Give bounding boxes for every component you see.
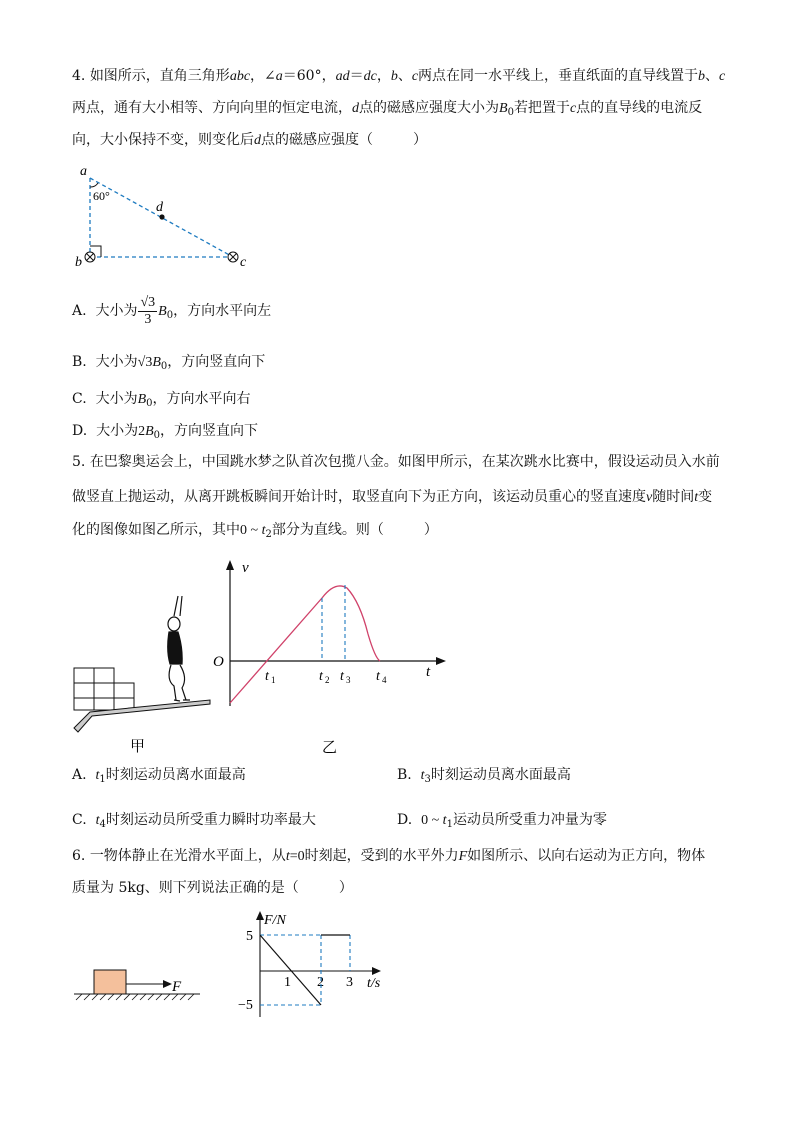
svg-text:2: 2	[325, 675, 330, 685]
q5-option-b[interactable]: B. $t_3$时刻运动员离水面最高	[397, 767, 571, 785]
q4-option-d[interactable]: D. 大小为$2B_0$，方向竖直向下	[72, 423, 259, 441]
q6-dashed-guides	[260, 935, 350, 1005]
q6-number: 6.	[72, 848, 86, 864]
q5-label-yi: 乙	[322, 740, 338, 756]
q4-label-b: b	[75, 255, 82, 270]
q5-t-label: t	[426, 664, 431, 680]
q6-force-arrow-head-icon	[163, 980, 172, 988]
q6-ylabel: F/N	[264, 913, 286, 928]
q6-ft-graph	[230, 905, 400, 1025]
q5-tick-t3	[340, 669, 351, 685]
q6-xlabel: t/s	[367, 976, 381, 991]
svg-text:t: t	[265, 669, 269, 684]
q6-line-1: 6. 一物体静止在光滑水平面上，从t=0时刻起，受到的水平外力F如图所示、以向右运动为正方向，物体	[72, 848, 706, 864]
q4-line-1: 4. 如图所示，直角三角形abc，∠a＝60°，ad＝dc，b、c两点在同一水平线上，垂直纸面的直导线置于b、c	[72, 68, 726, 84]
q5-tick-t1	[265, 669, 276, 685]
q4-option-b[interactable]: B. 大小为$√3B_0$，方向竖直向下	[72, 354, 266, 372]
q6-x-tick-3: 3	[346, 975, 353, 990]
q5-v-axis-arrow-icon	[226, 560, 234, 570]
svg-text:t: t	[340, 669, 344, 684]
q4-label-d: d	[156, 200, 163, 215]
q4-option-a-fraction: $\frac{√3}{3}$	[140, 294, 156, 327]
q5-origin-label: O	[213, 654, 224, 670]
svg-text:t: t	[376, 669, 380, 684]
q6-x-tick-2: 2	[317, 975, 324, 990]
q5-line-2: 做竖直上抛运动，从离开跳板瞬间开始计时，取竖直向下为正方向，该运动员重心的竖直速度v随时间t变	[72, 489, 713, 505]
q6-block-figure	[70, 960, 210, 1010]
q5-tick-t2	[319, 669, 330, 685]
q6-force-line-0-2	[260, 935, 321, 1005]
q4-triangle-figure	[70, 160, 260, 270]
q5-tick-t4	[376, 669, 387, 685]
q5-t-axis-arrow-icon	[436, 657, 446, 665]
q5-label-jia: 甲	[130, 739, 146, 755]
q5-line-3: 化的图像如图乙所示，其中0 ~ $t_2$部分为直线。则（ ）	[72, 522, 438, 540]
q5-option-d[interactable]: D. 0 ~ $t_1$运动员所受重力冲量为零	[397, 812, 607, 830]
q6-force-label: F	[172, 979, 182, 995]
q5-line-1: 5. 在巴黎奥运会上，中国跳水梦之队首次包揽八金。如图甲所示，在某次跳水比赛中，假设运动员入水前	[72, 454, 720, 470]
q6-t-axis-arrow-icon	[372, 967, 381, 975]
q5-vt-graph	[200, 556, 460, 756]
svg-text:3: 3	[346, 675, 351, 685]
q4-wire-c-icon	[228, 252, 238, 262]
q4-point-d	[159, 214, 164, 219]
q6-block	[94, 970, 126, 994]
q6-y-tick-neg5: −5	[238, 998, 253, 1013]
q4-option-a[interactable]: A. 大小为 $\frac{√3}{3}$ $B_0$，方向水平向左	[72, 294, 272, 327]
q4-line-2: 两点，通有大小相等、方向向里的恒定电流，d点的磁感应强度大小为$B_0$若把置于c点的直导线的电流反	[72, 100, 703, 118]
q5-diver-figure	[70, 588, 220, 756]
q6-x-tick-1: 1	[284, 975, 291, 990]
q4-option-c[interactable]: C. 大小为$B_0$，方向水平向右	[72, 391, 251, 409]
q5-vt-curve	[230, 586, 380, 703]
svg-text:1: 1	[271, 675, 276, 685]
q6-line-2: 质量为 5kg、则下列说法正确的是（ ）	[72, 880, 353, 896]
q4-number: 4.	[72, 68, 86, 84]
q5-platform-blocks	[74, 668, 134, 710]
q4-label-a: a	[80, 164, 87, 179]
q5-option-c[interactable]: C. $t_4$时刻运动员所受重力瞬时功率最大	[72, 812, 316, 830]
q6-F-axis-arrow-icon	[256, 911, 264, 920]
q6-y-tick-5: 5	[246, 929, 253, 944]
q5-v-label: v	[242, 560, 249, 576]
svg-text:t: t	[319, 669, 323, 684]
svg-text:4: 4	[382, 675, 387, 685]
q5-option-a[interactable]: A. $t_1$时刻运动员离水面最高	[72, 767, 246, 785]
q4-label-angle: 60°	[93, 189, 110, 203]
q4-label-c: c	[240, 255, 247, 270]
q4-wire-b-icon	[85, 252, 95, 262]
q5-diver-icon	[168, 596, 190, 701]
q4-line-3: 向，大小保持不变，则变化后d点的磁感应强度（ ）	[72, 132, 427, 148]
q5-number: 5.	[72, 454, 86, 470]
